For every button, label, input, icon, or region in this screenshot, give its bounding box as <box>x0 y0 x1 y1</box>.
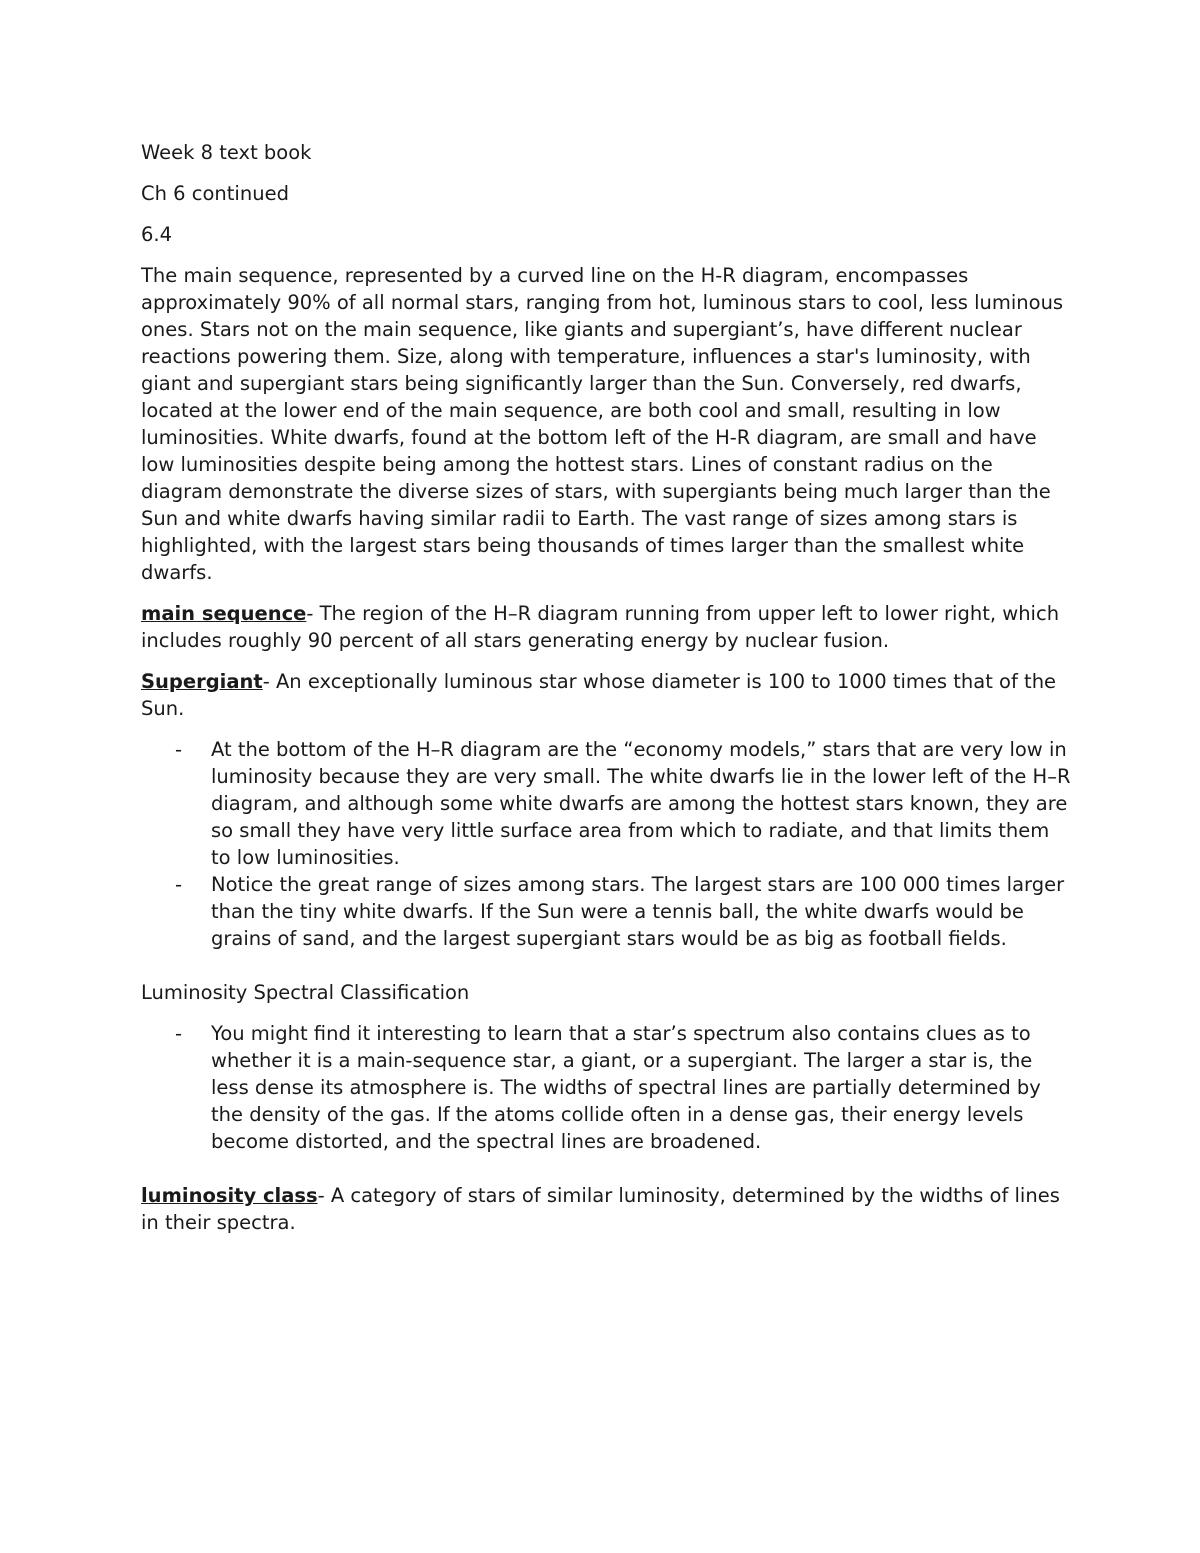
supergiant-bullet-list <box>141 736 1071 952</box>
definition-text: - A category of stars of similar luminosity, determined by the widths of lines in their spectra. <box>141 1184 1060 1234</box>
list-item <box>141 1020 1071 1155</box>
header-line-2: Ch 6 continued <box>141 182 289 205</box>
header-line-1: Week 8 text book <box>141 141 312 164</box>
definition-term: main sequence <box>141 602 307 625</box>
section-number: 6.4 <box>141 223 173 246</box>
definition-term: luminosity class <box>141 1184 318 1207</box>
luminosity-bullet-list <box>141 1020 1071 1155</box>
list-item-text: Notice the great range of sizes among stars. The largest stars are 100 000 times larger than the tiny white dwarfs. If the Sun were a tennis ball, the white dwarfs would be grains of sand, and the largest supergiant stars would be as big as football fields. <box>211 873 1065 950</box>
dash-bullet-icon: - <box>175 738 183 761</box>
definition-main-sequence <box>141 600 1071 654</box>
list-item <box>141 736 1071 871</box>
definition-text: - The region of the H–R diagram running from upper left to lower right, which includes roughly 90 percent of all stars generating energy by nuclear fusion. <box>141 602 1060 652</box>
definition-term: Supergiant <box>141 670 263 693</box>
list-item-text: At the bottom of the H–R diagram are the “economy models,” stars that are very low in luminosity because they are very small. The white dwarfs lie in the lower left of the H–R diagram, and although some white dwarfs are among the hottest stars known, they are so small they have very little surface area from which to radiate, and that limits them to low luminosities. <box>211 738 1071 869</box>
list-item <box>141 871 1071 952</box>
intro-paragraph: The main sequence, represented by a curved line on the H-R diagram, encompasses approximately 90% of all normal stars, ranging from hot, luminous stars to cool, less luminous ones. Stars not on the main sequence, like giants and supergiant’s, have different nuclear reactions powering them. Size, along with temperature, influences a star's luminosity, with giant and supergiant stars being significantly larger than the Sun. Conversely, red dwarfs, located at the lower end of the main sequence, are both cool and small, resulting in low luminosities. White dwarfs, found at the bottom left of the H-R diagram, are small and have low luminosities despite being among the hottest stars. Lines of constant radius on the diagram demonstrate the diverse sizes of stars, with supergiants being much larger than the Sun and white dwarfs having similar radii to Earth. The vast range of sizes among stars is highlighted, with the largest stars being thousands of times larger than the smallest white dwarfs. <box>141 264 1064 584</box>
list-item-text: You might find it interesting to learn that a star’s spectrum also contains clues as to whether it is a main-sequence star, a giant, or a supergiant. The larger a star is, the less dense its atmosphere is. The widths of spectral lines are partially determined by the density of the gas. If the atoms collide often in a dense gas, their energy levels become distorted, and the spectral lines are broadened. <box>211 1022 1041 1153</box>
dash-bullet-icon: - <box>175 1022 183 1045</box>
dash-bullet-icon: - <box>175 873 183 896</box>
subheading: Luminosity Spectral Classification <box>141 981 470 1004</box>
definition-supergiant <box>141 668 1071 722</box>
document-page <box>141 139 1071 1250</box>
definition-luminosity-class <box>141 1182 1071 1236</box>
definition-text: - An exceptionally luminous star whose diameter is 100 to 1000 times that of the Sun. <box>141 670 1057 720</box>
